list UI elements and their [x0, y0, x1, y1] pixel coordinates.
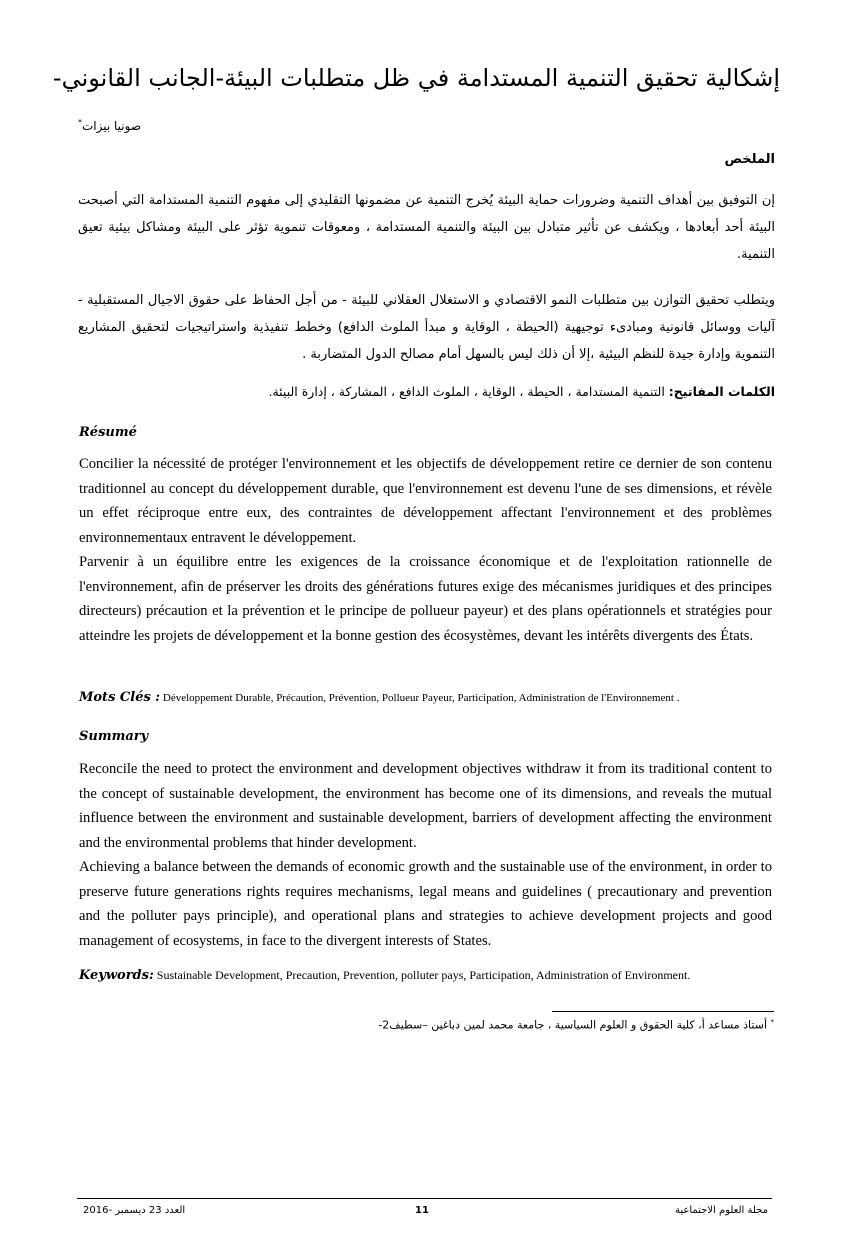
arabic-abstract-heading: الملخص: [724, 152, 775, 167]
arabic-keywords-label: الكلمات المفاتيح:: [668, 384, 775, 399]
arabic-abstract-paragraph-1: إن التوفيق بين أهداف التنمية وضرورات حماية البيئة يُخرج التنمية عن مضمونها التقليدي إلى مفهوم التنمية المستدامة التي أصبحت البيئة أحد أبعادها ، ويكشف عن تأثير متبادل بين البيئة والتنمية المستدامة ، ومعوقات تنموية تؤثر على البيئة ومشاكل بيئية تعيق التنمية.: [78, 193, 775, 262]
footer-journal-name: مجلة العلوم الاجتماعية: [674, 1205, 768, 1216]
french-keywords-label: Mots Clés :: [79, 690, 161, 705]
footnote-text: أستاذ مساعد أ، كلية الحقوق و العلوم السياسية ، جامعة محمد لمين دباغين –سطيف2-: [378, 1018, 771, 1032]
french-keywords-list: Développement Durable, Précaution, Prévention, Pollueur Payeur, Participation, Administration de l'Environnement .: [160, 692, 680, 704]
english-abstract-paragraph-1: Reconcile the need to protect the environment and development objectives withdraw it from its traditional content to the concept of sustainable development, the environment has become one of its dimensions, and reveals the mutual influence between the environment and sustainable development, barriers of development affecting the environment and the environmental problems that hinder development.: [79, 761, 772, 851]
footer-separator: [77, 1198, 772, 1199]
english-abstract-body: [79, 757, 772, 953]
english-keywords: [79, 968, 779, 983]
english-abstract-paragraph-2: Achieving a balance between the demands of economic growth and the sustainable use of the environment, in order to preserve future generations rights requires mechanisms, legal means and guidelines ( precautionary and prevention and the polluter pays principle), and operational plans and strategies to achieve development projects and good management of ecosystems, in face to the divergent interests of States.: [79, 859, 772, 949]
english-abstract-heading: Summary: [79, 729, 149, 744]
page-footer: [77, 1205, 772, 1221]
author-line: [78, 118, 141, 133]
french-abstract-paragraph-1: Concilier la nécessité de protéger l'environnement et les objectifs de développement retire ce dernier de son contenu traditionnel au concept du développement durable, que l'environnement est devenu l'une de ses dimensions, et révèle un effet réciproque entre eux, des contraintes de développement affectant l'environnement et des problèmes environnementaux entravent le développement.: [79, 456, 772, 546]
arabic-keywords-list: التنمية المستدامة ، الحيطة ، الوقاية ، الملوث الدافع ، المشاركة ، إدارة البيئة.: [268, 384, 669, 399]
french-abstract-body: [79, 452, 772, 648]
arabic-keywords: [268, 384, 775, 399]
footer-page-number: 11: [415, 1205, 429, 1216]
author-affiliation-footnote: [378, 1018, 774, 1032]
french-abstract-heading: Résumé: [79, 425, 137, 440]
footnote-marker: *: [770, 1018, 774, 1026]
arabic-abstract-paragraph-2: ويتطلب تحقيق التوازن بين متطلبات النمو الاقتصادي و الاستغلال العقلاني للبيئة - من أجل الحفاظ على حقوق الاجيال المستقبلية - آليات ووسائل قانونية ومبادىء توجيهية (الحيطة ، الوقاية و مبدأ الملوث الدافع) وخطط تنفيذية واستراتيجيات لتحقيق المشاريع التنموية وإدارة جيدة للنظم البيئية ،إلا أن ذلك ليس بالسهل أمام مصالح الدول المتضاربة .: [78, 293, 775, 362]
french-keywords: [79, 690, 779, 705]
article-title: إشكالية تحقيق التنمية المستدامة في ظل متطلبات البيئة-الجانب القانوني-: [52, 64, 780, 92]
footnote-separator: [552, 1011, 774, 1012]
footer-issue: العدد 23 ديسمبر -2016: [83, 1205, 186, 1216]
english-keywords-list: Sustainable Development, Precaution, Prevention, polluter pays, Participation, Administration of Environment.: [153, 968, 691, 982]
english-keywords-label: Keywords:: [79, 968, 154, 983]
author-name: صونيا بيزات: [82, 119, 142, 133]
author-footnote-marker: *: [78, 118, 82, 127]
french-abstract-paragraph-2: Parvenir à un équilibre entre les exigences de la croissance économique et de l'exploitation rationnelle de l'environnement, afin de préserver les droits des générations futures exige des mécanismes juridiques et des principes directeurs) précaution et la prévention et le principe de pollueur payeur) et des plans opérationnels et stratégies pour atteindre les projets de développement et la bonne gestion des écosystèmes, devant les intérêts divergents des États.: [79, 554, 772, 644]
